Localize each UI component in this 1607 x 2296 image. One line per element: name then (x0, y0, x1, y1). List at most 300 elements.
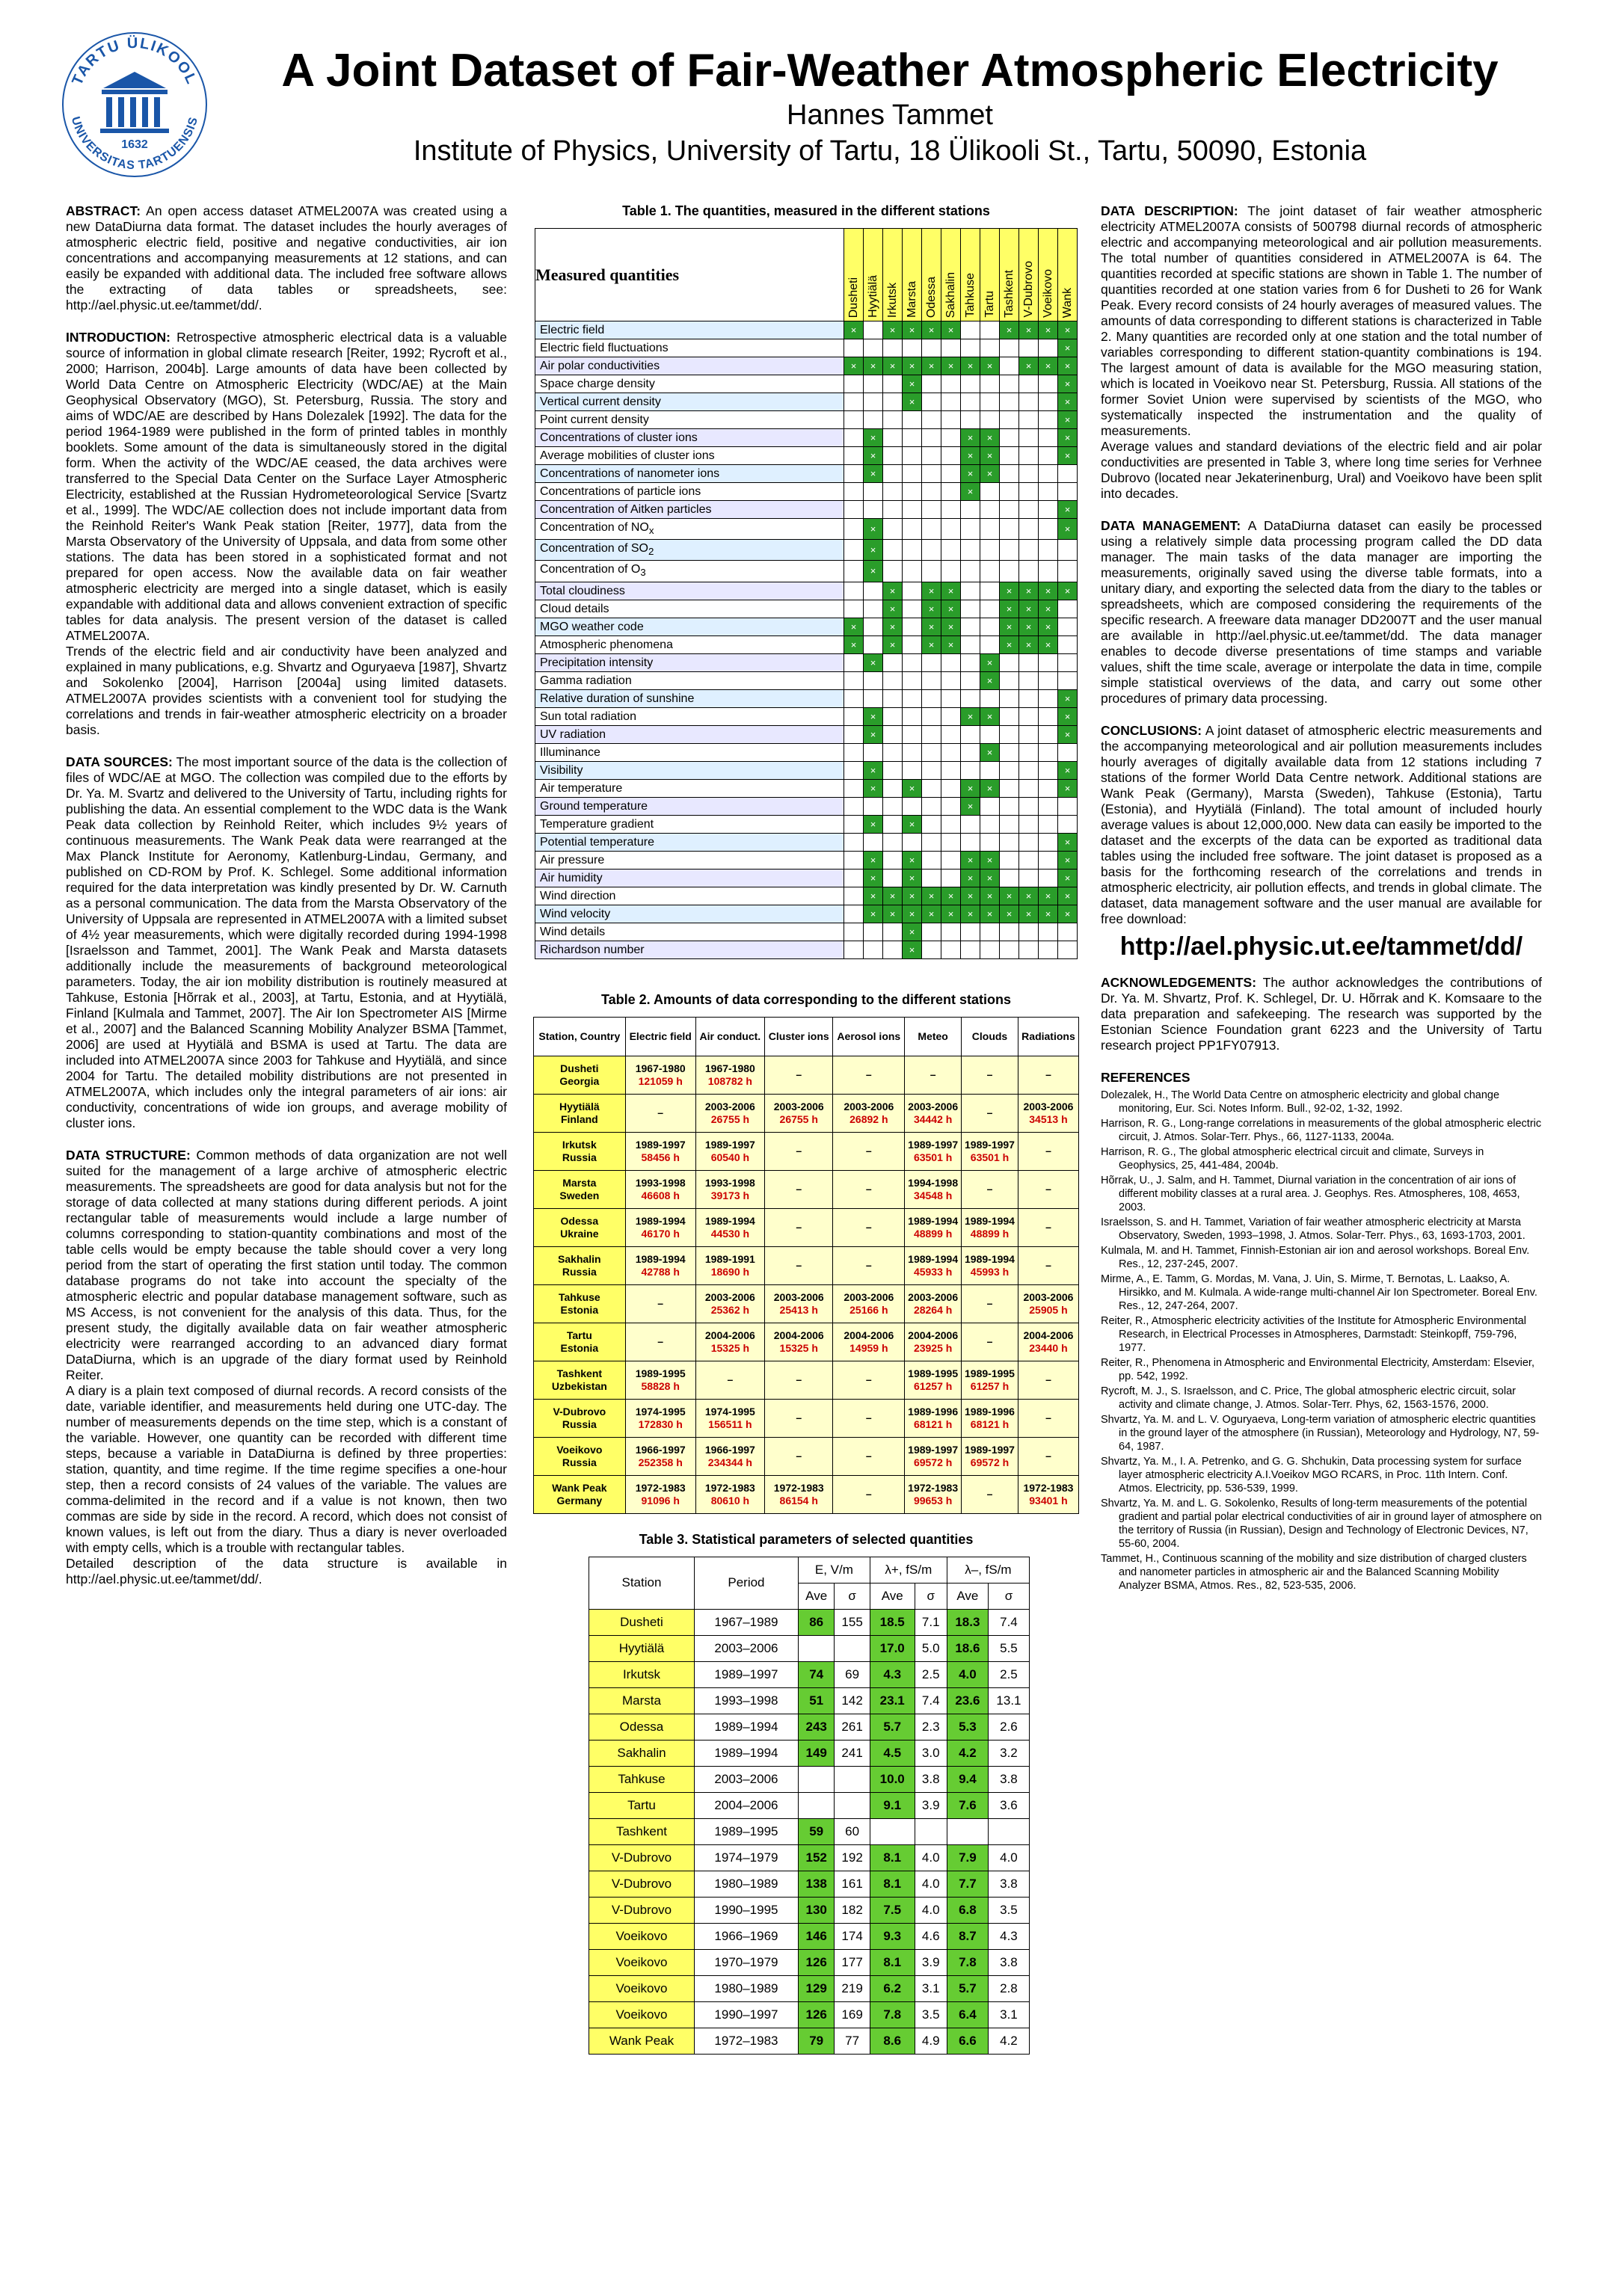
paragraph-text: A DataDiurna dataset can easily be processed using a relatively simple data processing program called the DD data manager. The main tasks of the data manager are importing the measurements, originally saved using the diverse table formats, into a unitary diary, and exporting the selected data from the diary to the tables or spreadsheets, which are composed considering the requirements of the specific research. A freeware data manager DD2007T and the user manual are available in http://ael.physic.ut.ee/tammet/dd. The data manager enables to decode diverse presentations of time stamps and variable values, shift the time scale, average or interpolate the data in time, compile simple statistical overviews of the data, and carry out some other procedures of primary data processing. (1101, 518, 1542, 706)
station-cell (534, 1132, 626, 1170)
empty-cell (903, 671, 922, 689)
empty-cell (980, 339, 1000, 357)
table-row (589, 1740, 1030, 1766)
hours: 68121 h (913, 1418, 953, 1430)
measured-mark: × (941, 635, 961, 653)
measured-mark: × (864, 465, 883, 483)
amount-cell (905, 1056, 962, 1094)
average-cell: 5.7 (947, 1975, 988, 2001)
measured-mark: × (1019, 905, 1039, 923)
station-cell: Sakhalin (589, 1740, 695, 1766)
quantity-name (535, 600, 844, 618)
period: 1966-1997 (635, 1443, 686, 1456)
table-row (535, 689, 1078, 707)
station-name: V-Dubrovo (1021, 261, 1035, 318)
country-name: Georgia (559, 1074, 600, 1087)
reference-item: Tammet, H., Continuous scanning of the mobility and size distribution of charged clusters and nanometer particles in atmospheric air and the Balanced Scanning Mobility Analyzer BSMA, Atmos. Res., 82, 523-535, 2006. (1101, 1553, 1527, 1592)
table-row (589, 1687, 1030, 1714)
empty-cell (883, 519, 903, 540)
sigma-cell: 3.0 (915, 1740, 947, 1766)
table-row (534, 1170, 1079, 1208)
period-cell: 1989–1995 (694, 1818, 798, 1844)
empty-cell (903, 689, 922, 707)
paragraph-text: Average values and standard deviations of the electric field and air polar conductivities are presented in Table 3, where long time series for Verhnee Dubrovo (located near Jekaterinenburg, Ural) and Voeikovo have been split into decades. (1101, 439, 1542, 501)
measured-mark: × (903, 923, 922, 941)
table-row (589, 1766, 1030, 1792)
empty-cell (1039, 815, 1058, 833)
period: – (865, 1068, 872, 1081)
measured-mark: × (1058, 321, 1078, 339)
empty-cell (1019, 923, 1039, 941)
period: – (865, 1450, 872, 1462)
amount-cell (962, 1056, 1018, 1094)
period: 1989-1994 (635, 1214, 686, 1227)
period: 1989-1994 (908, 1252, 959, 1265)
amount-cell (905, 1399, 962, 1437)
empty-cell (980, 923, 1000, 941)
period: – (986, 1488, 993, 1501)
empty-cell (864, 618, 883, 635)
quantity-name (535, 519, 844, 540)
average-cell: 86 (798, 1609, 834, 1635)
empty-cell (941, 561, 961, 582)
period: 1966-1997 (704, 1443, 755, 1456)
average-cell: 74 (798, 1661, 834, 1687)
measured-mark: × (883, 618, 903, 635)
reference-item: Shvartz, Ya. M. and L. G. Sokolenko, Results of long-term measurements of the potential gradient and partial polar electrical conductivities of air in ground layer of atmosphere on the territory of Russia (in Russian), Design and Technology of Electronic Devices, N7, 55-60, 2004. (1101, 1498, 1542, 1550)
reference-item: Kulmala, M. and H. Tammet, Finnish-Estonian air ion and aerosol workshops. Boreal Env. Res., 12, 237-245, 2007. (1101, 1245, 1530, 1270)
measured-mark: × (1000, 905, 1019, 923)
amount-cell (833, 1284, 905, 1323)
logo-year: 1632 (121, 138, 148, 151)
author: Hannes Tammet (787, 99, 993, 131)
empty-cell (1058, 797, 1078, 815)
station-cell: Voeikovo (589, 1923, 695, 1949)
empty-cell (1000, 851, 1019, 869)
amount-cell (905, 1437, 962, 1475)
empty-cell (980, 561, 1000, 582)
average-cell: 9.3 (870, 1923, 915, 1949)
empty-cell (844, 600, 864, 618)
table1-caption: Table 1. The quantities, measured in the different stations (622, 203, 990, 218)
station-name: Tahkuse (963, 273, 977, 318)
empty-cell (1000, 519, 1019, 540)
table-row (534, 1056, 1079, 1094)
measured-mark: × (903, 851, 922, 869)
period: – (796, 1412, 802, 1424)
empty-cell (883, 561, 903, 582)
reference-item: Harrison, R. G., Long-range correlations in measurements of the global atmospheric electric circuit, J. Atmos. Solar-Terr. Phys., 66, 1127-1133, 2004a. (1101, 1118, 1542, 1143)
empty-cell (941, 707, 961, 725)
empty-cell (844, 411, 864, 429)
measured-mark: × (1058, 869, 1078, 887)
station-cell: Voeikovo (589, 2001, 695, 2028)
measured-mark: × (1019, 582, 1039, 600)
average-cell: 138 (798, 1871, 834, 1897)
table-row (535, 447, 1078, 465)
sigma-cell: 3.8 (915, 1766, 947, 1792)
amount-cell (833, 1208, 905, 1246)
empty-cell (980, 797, 1000, 815)
measured-mark: × (1019, 321, 1039, 339)
sigma-cell: 2.5 (915, 1661, 947, 1687)
empty-cell (1000, 815, 1019, 833)
country-name: Estonia (560, 1341, 599, 1354)
amount-cell (833, 1246, 905, 1284)
period-cell: 1967–1989 (694, 1609, 798, 1635)
empty-cell (1000, 743, 1019, 761)
measured-mark: × (1039, 618, 1058, 635)
table-row (535, 339, 1078, 357)
amount-cell (833, 1399, 905, 1437)
section-heading: CONCLUSIONS: (1101, 723, 1202, 738)
period: 2003-2006 (844, 1100, 894, 1112)
amount-cell (1018, 1399, 1078, 1437)
hours: 26892 h (849, 1112, 888, 1125)
quantity-label: UV radiation (540, 727, 606, 741)
period: 1972-1983 (773, 1481, 824, 1494)
sigma-cell: 3.8 (988, 1949, 1029, 1975)
empty-cell (1058, 743, 1078, 761)
measured-mark: × (961, 869, 980, 887)
average-cell: 6.2 (870, 1975, 915, 2001)
empty-cell (844, 743, 864, 761)
measured-mark: × (961, 447, 980, 465)
quantity-name (535, 923, 844, 941)
empty-cell (1000, 483, 1019, 501)
average-cell: 4.0 (947, 1661, 988, 1687)
amount-cell (625, 1361, 695, 1399)
period: 2003-2006 (704, 1290, 755, 1303)
amount-cell (962, 1208, 1018, 1246)
empty-cell (941, 815, 961, 833)
table-row (534, 1208, 1079, 1246)
empty-cell (844, 375, 864, 393)
empty-cell (1039, 447, 1058, 465)
empty-cell (980, 321, 1000, 339)
empty-cell (980, 375, 1000, 393)
measured-mark: × (1039, 321, 1058, 339)
empty-cell (922, 941, 941, 958)
empty-cell (1000, 411, 1019, 429)
period: – (986, 1068, 993, 1081)
left-column (66, 203, 507, 1604)
measured-mark: × (1058, 357, 1078, 375)
empty-cell (941, 339, 961, 357)
empty-cell (1000, 357, 1019, 375)
hours: 60540 h (710, 1151, 750, 1163)
station-name: Tashkent (1002, 269, 1015, 318)
table-row (535, 905, 1078, 923)
empty-cell (864, 743, 883, 761)
empty-cell (1019, 725, 1039, 743)
table-row (589, 1871, 1030, 1897)
empty-cell (864, 411, 883, 429)
measured-mark: × (1058, 411, 1078, 429)
empty-cell (941, 761, 961, 779)
empty-cell (903, 743, 922, 761)
empty-cell (883, 653, 903, 671)
measured-mark: × (1058, 833, 1078, 851)
empty-cell (1000, 923, 1019, 941)
station-cell (534, 1361, 626, 1399)
sigma-cell: 174 (835, 1923, 870, 1949)
measured-mark: × (864, 761, 883, 779)
empty-cell (883, 429, 903, 447)
average-cell: 7.7 (947, 1871, 988, 1897)
country-name: Russia (562, 1418, 597, 1430)
measured-mark: × (1058, 779, 1078, 797)
sigma-cell: 3.1 (988, 2001, 1029, 2028)
paragraph-text: Trends of the electric field and air conductivity have been analyzed and explained in many publications, e.g. Shvartz and Oguryaeva [1987], Shvartz and Sokolenko [2004], Harrison [2004a] using limited datasets. ATMEL2007A provides scientists with a convenient tool for studying the correlations and trends in fair-weather atmospheric electricity on a broader basis. (66, 644, 507, 737)
measured-mark: × (864, 851, 883, 869)
quantity-label: Richardson number (540, 943, 645, 956)
empty-cell (922, 815, 941, 833)
empty-cell (980, 635, 1000, 653)
measured-mark: × (903, 779, 922, 797)
empty-cell (903, 540, 922, 561)
measured-mark: × (961, 797, 980, 815)
empty-cell (1000, 501, 1019, 519)
measured-mark: × (903, 357, 922, 375)
amount-cell (695, 1323, 764, 1361)
hours: 26755 h (710, 1112, 750, 1125)
empty-cell (961, 941, 980, 958)
measured-mark: × (980, 887, 1000, 905)
quantity-name (535, 761, 844, 779)
download-url[interactable]: http://ael.physic.ut.ee/tammet/dd/ (1119, 932, 1523, 961)
empty-cell (1019, 411, 1039, 429)
amount-cell (905, 1475, 962, 1513)
reference-item: Shvartz, Ya. M., I. A. Petrenko, and G. G. Shchukin, Data processing system for surface layer atmospheric electricity A.I.Voeikov MGO RCARS, in Proc. 11th Intern. Conf. Atmos. Electricity, pp. 536-539, 1999. (1101, 1456, 1522, 1495)
empty-cell (961, 923, 980, 941)
hours: 42788 h (641, 1265, 680, 1278)
amount-cell (695, 1361, 764, 1399)
empty-cell (883, 797, 903, 815)
station-cell: Tashkent (589, 1818, 695, 1844)
empty-cell (844, 393, 864, 411)
average-cell: 6.6 (947, 2028, 988, 2054)
empty-cell (883, 923, 903, 941)
empty-cell (1039, 707, 1058, 725)
empty-cell (1039, 941, 1058, 958)
quantity-label: Electric field (540, 324, 605, 336)
empty-cell (1000, 465, 1019, 483)
measured-mark: × (1019, 887, 1039, 905)
empty-cell (922, 561, 941, 582)
table-row (535, 540, 1078, 561)
empty-cell (883, 411, 903, 429)
average-cell: 9.4 (947, 1766, 988, 1792)
amount-cell (765, 1208, 833, 1246)
average-cell: 51 (798, 1687, 834, 1714)
table2-amounts (533, 1017, 1079, 1514)
sigma-header: σ (835, 1583, 870, 1609)
empty-cell (1039, 483, 1058, 501)
table1-quantities (535, 228, 1078, 959)
middle-column (531, 203, 1081, 2055)
empty-cell (883, 501, 903, 519)
acknowledgements: ACKNOWLEDGEMENTS: The author acknowledges the contributions of Dr. Ya. M. Shvartz, Prof. K. Schlegel, Dr. U. Hõrrak and K. Komsaare to the data preparation and safekeeping. The research was supported by the Estonian Science Foundation grant 6223 and the University of Tartu research project PP1FY07913. (1101, 975, 1542, 1053)
sigma-cell: 241 (835, 1740, 870, 1766)
empty-cell (941, 941, 961, 958)
value-cell (947, 1818, 988, 1844)
quantity-label: Atmospheric phenomena (540, 638, 673, 651)
average-cell: 130 (798, 1897, 834, 1923)
empty-cell (844, 501, 864, 519)
measured-mark: × (980, 357, 1000, 375)
quantity-name (535, 618, 844, 635)
table-row (534, 1323, 1079, 1361)
hours: 46608 h (641, 1189, 680, 1201)
empty-cell (883, 851, 903, 869)
average-cell: 129 (798, 1975, 834, 2001)
empty-cell (941, 411, 961, 429)
station-cell: Voeikovo (589, 1949, 695, 1975)
measured-mark: × (844, 321, 864, 339)
empty-cell (1039, 833, 1058, 851)
empty-cell (1000, 797, 1019, 815)
period: – (1045, 1068, 1051, 1081)
table-row (534, 1399, 1079, 1437)
period: 1989-1997 (908, 1138, 959, 1151)
amount-cell (695, 1094, 764, 1132)
empty-cell (844, 923, 864, 941)
sigma-cell: 4.0 (915, 1897, 947, 1923)
empty-cell (1039, 725, 1058, 743)
station-cell: Odessa (589, 1714, 695, 1740)
empty-cell (903, 653, 922, 671)
empty-cell (844, 851, 864, 869)
empty-cell (922, 375, 941, 393)
quantity-name (535, 411, 844, 429)
period-cell: 1974–1979 (694, 1844, 798, 1871)
empty-cell (903, 447, 922, 465)
references-list (1101, 1089, 1542, 1592)
amount-cell (962, 1475, 1018, 1513)
table-row (535, 561, 1078, 582)
measured-mark: × (903, 905, 922, 923)
country-name: Russia (562, 1151, 597, 1163)
measured-mark: × (922, 582, 941, 600)
period-cell: 1966–1969 (694, 1923, 798, 1949)
table2-header: Station, Country (534, 1017, 626, 1056)
quantity-name (535, 375, 844, 393)
poster-header (224, 45, 1555, 169)
sigma-cell: 5.5 (988, 1635, 1029, 1661)
measured-mark: × (883, 357, 903, 375)
left-paragraph (66, 1556, 507, 1587)
country-name: Germany (556, 1494, 603, 1506)
empty-cell (903, 483, 922, 501)
sigma-cell: 3.9 (915, 1792, 947, 1818)
period: 2003-2006 (773, 1100, 824, 1112)
measured-mark: × (980, 653, 1000, 671)
station-cell (534, 1284, 626, 1323)
station-header (941, 229, 961, 321)
empty-cell (864, 923, 883, 941)
station-cell: Irkutsk (589, 1661, 695, 1687)
period: 1989-1995 (908, 1367, 959, 1379)
period-cell: 1989–1994 (694, 1740, 798, 1766)
table-row (534, 1094, 1079, 1132)
empty-cell (1019, 465, 1039, 483)
reference-item: Israelsson, S. and H. Tammet, Variation of fair weather atmospheric electricity at Marsta Observatory, Sweden, 1993–1998, J. Atmos. Solar-Terr. Phys., 63, 1693-1703, 2001. (1101, 1216, 1525, 1242)
left-paragraph (66, 1383, 507, 1556)
empty-cell (1019, 707, 1039, 725)
table-row (535, 743, 1078, 761)
period: – (796, 1259, 802, 1272)
table-row (589, 1661, 1030, 1687)
quantity-label: Space charge density (540, 378, 655, 390)
empty-cell (844, 905, 864, 923)
table3-e-header: E, V/m (798, 1557, 870, 1583)
sigma-cell: 169 (835, 2001, 870, 2028)
measured-mark: × (1000, 600, 1019, 618)
amount-cell (625, 1094, 695, 1132)
empty-cell (883, 725, 903, 743)
measured-mark: × (961, 483, 980, 501)
average-cell: 10.0 (870, 1766, 915, 1792)
sigma-cell: 4.6 (915, 1923, 947, 1949)
empty-cell (844, 869, 864, 887)
empty-cell (961, 411, 980, 429)
station-name: Marsta (905, 281, 918, 318)
measured-mark: × (980, 707, 1000, 725)
station-name: V-Dubrovo (553, 1405, 606, 1418)
amount-cell (1018, 1475, 1078, 1513)
period: – (986, 1183, 993, 1195)
sigma-cell: 4.0 (915, 1844, 947, 1871)
station-name: Dusheti (560, 1062, 599, 1074)
paragraph-text: The most important source of the data is the collection of files of WDC/AE at MGO. The collection was compiled due to the efforts by Dr. Ya. M. Svartz and delivered to the University of Tartu, including rights for publishing the data. An essential complement to the WDC data is the Wank Peak data collection by Reinhold Reiter, which includes 9½ years of continuous measurements. The Wank Peak data were rearranged at the Max Planck Institute for Aeronomy, Katlenburg-Lindau, Germany, and published on CD-ROM by Prof. K. Schlegel. Some additional information required for the data interpretation was kindly presented by Dr. W. Carnuth as a personal communication. The data from the Marsta Observatory of the University of Uppsala are represented in ATMEL2007A with a limited subset of 4½ year measurements, which were digitally recorded during 1994-1998 [Israelsson and Tammet, 2001]. The Wank Peak and Marsta datasets additionally include the measurements of background meteorological parameters. Today, the air ion mobility distribution is routinely measured at Tahkuse, Estonia [Hõrrak et al., 2003], at Tartu, Estonia, and at Hyytiälä, Finland [Kulmala and Tammet, 2007]. The Air Ion Spectrometer AIS [Mirme et al., 2007] and the Balanced Scanning Mobility Analyzer BSMA [Tammet, 2006] are used at Hyytiälä and BSMA is used at Tartu. The data are included into ATMEL2007A since 2003 for Tahkuse and Hyytiälä, and since 2004 for Tartu. The detailed mobility distributions are not presented in ATMEL2007A, which includes only the integral parameters of air ions: air conductivity, concentrations of wide ion groups, and average mobility of cluster ions. (66, 754, 507, 1130)
amount-cell (1018, 1094, 1078, 1132)
quantity-label: Total cloudiness (540, 584, 625, 597)
hours: 25905 h (1029, 1303, 1068, 1316)
empty-cell (1019, 429, 1039, 447)
section-heading: INTRODUCTION: (66, 330, 170, 345)
period-cell: 1989–1994 (694, 1714, 798, 1740)
measured-mark: × (941, 582, 961, 600)
table-row (535, 653, 1078, 671)
sigma-cell: 142 (835, 1687, 870, 1714)
quantity-subscript: 2 (648, 546, 654, 558)
hours: 45993 h (970, 1265, 1010, 1278)
quantity-name (535, 671, 844, 689)
station-name: Sakhalin (558, 1252, 601, 1265)
empty-cell (1058, 618, 1078, 635)
amount-cell (905, 1246, 962, 1284)
period: – (865, 1412, 872, 1424)
period-cell: 2004–2006 (694, 1792, 798, 1818)
empty-cell (922, 671, 941, 689)
period: 1989-1994 (704, 1214, 755, 1227)
sigma-cell: 7.4 (915, 1687, 947, 1714)
station-name: Voeikovo (1041, 269, 1054, 318)
hours: 48899 h (970, 1227, 1010, 1240)
paragraph-text: Common methods of data organization are not well suited for the management of a large archive of atmospheric electric measurements. The spreadsheets are good for data analysis but not for the storage of data collected at many stations during different periods. A joint rectangular table of measurements would include a large number of columns corresponding to station-quantity combinations and most of the table cells would be empty because the table should cover a very long period from the start of operating the first station until today. The common database programs do not take into account the specialty of the atmospheric electric and popular database management software, such as MS Access, is not convenient for the analysis of this data. Thus, for the present study, the digitally available data on fair weather atmospheric electricity were rearranged according to an advanced diary format DataDiurna, which is an upgrade of the diary format used by Reinhold Reiter. (66, 1148, 507, 1382)
empty-cell (1039, 411, 1058, 429)
section-heading: DATA DESCRIPTION: (1101, 203, 1238, 218)
period: – (657, 1107, 664, 1119)
table-row (589, 1714, 1030, 1740)
hours: 58828 h (641, 1379, 680, 1392)
empty-cell (922, 797, 941, 815)
empty-cell (980, 941, 1000, 958)
table-row (589, 1609, 1030, 1635)
period: – (930, 1068, 936, 1081)
station-header (1019, 229, 1039, 321)
